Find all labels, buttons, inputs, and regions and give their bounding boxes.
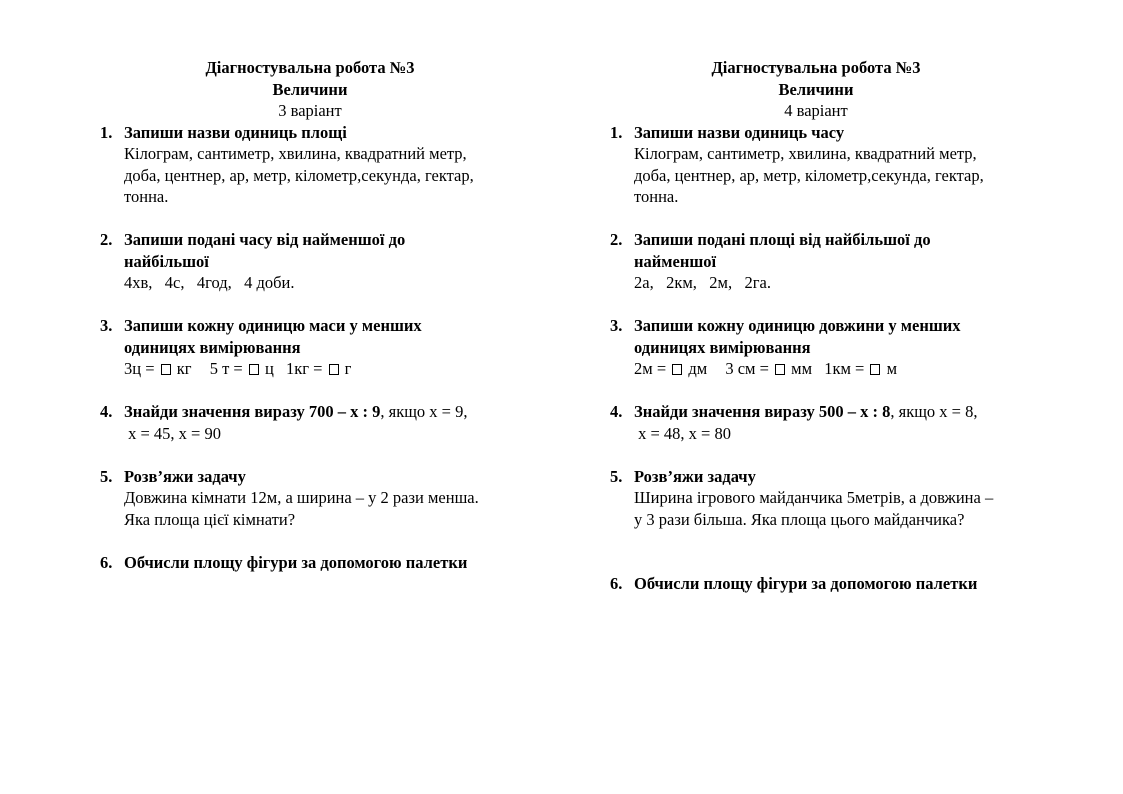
conversion-unit: ц (264, 359, 274, 378)
task-number: 6. (610, 574, 623, 593)
conversion-lhs: 1км = (824, 359, 865, 378)
task-text-line: Довжина кімнати 12м, а ширина – у 2 рази менша. (124, 488, 479, 507)
worksheet-title: Діагностувальна робота №3 (205, 58, 415, 77)
task-question: Запиши кожну одиницю маси у менших (124, 316, 422, 335)
task-question-cont: одиницях вимірювання (634, 337, 811, 357)
worksheet-subtitle: Величини (272, 79, 348, 99)
conversion-line (634, 358, 1050, 380)
answer-box-icon (672, 364, 682, 375)
task-question: Знайди значення виразу 700 – х : 9 (124, 402, 381, 421)
worksheet-title: Діагностувальна робота №3 (711, 58, 921, 77)
worksheet-subtitle: Величини (778, 79, 854, 99)
task-number: 1. (100, 122, 113, 142)
task-number: 4. (610, 402, 623, 421)
variant-label: 4 варіант (784, 101, 848, 120)
task-text-line: тонна. (124, 187, 169, 206)
task-condition-cont: х = 48, х = 80 (634, 423, 731, 443)
conversion-unit: кг (176, 359, 192, 378)
task-3 (100, 315, 530, 380)
conversion-lhs: 3ц = (124, 359, 155, 378)
task-question: Обчисли площу фігури за допомогою палетки (124, 552, 468, 572)
task-3 (610, 315, 1050, 380)
worksheet-variant-3 (100, 57, 530, 573)
conversion-unit: м (886, 359, 898, 378)
answer-box-icon (329, 364, 339, 375)
task-text-line: Яка площа цієї кімнати? (124, 509, 296, 529)
conversion-unit: г (344, 359, 352, 378)
task-question-line (634, 401, 1050, 423)
task-question: Розв’яжи задачу (634, 466, 756, 486)
task-2 (100, 229, 530, 294)
task-text-line: Ширина ігрового майданчика 5метрів, а довжина – (634, 488, 994, 507)
conversion-unit: дм (688, 359, 708, 378)
task-number: 2. (610, 230, 623, 249)
task-question-cont: найменшої (634, 251, 717, 271)
task-2 (610, 229, 1050, 294)
task-text-line: доба, центнер, ар, метр, кілометр,секунда, гектар, (634, 165, 984, 185)
task-4 (610, 401, 1050, 444)
task-question-cont: одиницях вимірювання (124, 337, 301, 357)
conversion-line (124, 358, 530, 380)
task-question: Запиши подані часу від найменшої до (124, 230, 406, 249)
task-question: Знайди значення виразу 500 – х : 8 (634, 402, 891, 421)
task-6 (610, 573, 1050, 595)
task-number: 3. (610, 316, 623, 335)
task-question-cont: найбільшої (124, 251, 209, 271)
task-condition-cont: х = 45, х = 90 (124, 423, 221, 443)
conversion-lhs: 2м = (634, 359, 667, 378)
task-6 (100, 552, 530, 574)
task-text-line: тонна. (634, 187, 679, 206)
answer-box-icon (870, 364, 880, 375)
answer-box-icon (249, 364, 259, 375)
task-question: Розв’яжи задачу (124, 466, 246, 486)
task-number: 5. (610, 466, 623, 486)
conversion-lhs: 5 т = (209, 359, 243, 378)
task-number: 5. (100, 466, 113, 486)
task-question: Запиши назви одиниць часу (634, 122, 845, 142)
task-question: Запиши подані площі від найбільшої до (634, 230, 931, 249)
task-text-line: доба, центнер, ар, метр, кілометр,секунда, гектар, (124, 165, 474, 185)
task-question: Обчисли площу фігури за допомогою палетки (634, 574, 978, 593)
conversion-unit: мм (791, 359, 813, 378)
task-5 (610, 466, 1050, 531)
task-number: 4. (100, 402, 113, 421)
variant-label: 3 варіант (278, 101, 342, 120)
task-question: Запиши назви одиниць площі (124, 122, 347, 142)
answer-box-icon (775, 364, 785, 375)
task-1 (100, 122, 530, 208)
task-question: Запиши кожну одиницю довжини у менших (634, 316, 961, 335)
task-text-line: у 3 рази більша. Яка площа цього майданчика? (634, 509, 965, 529)
task-number: 2. (100, 230, 113, 249)
task-1 (610, 122, 1050, 208)
task-condition: , якщо х = 9, (380, 402, 468, 421)
task-text-line: Кілограм, сантиметр, хвилина, квадратний метр, (124, 144, 467, 163)
task-number: 6. (100, 552, 113, 572)
conversion-lhs: 1кг = (285, 359, 323, 378)
task-text-line: Кілограм, сантиметр, хвилина, квадратний метр, (634, 144, 977, 163)
task-4 (100, 401, 530, 444)
conversion-lhs: 3 см = (725, 359, 769, 378)
task-condition: , якщо х = 8, (890, 402, 978, 421)
task-number: 1. (610, 122, 623, 142)
task-values: 4хв, 4с, 4год, 4 доби. (124, 273, 295, 292)
task-5 (100, 466, 530, 531)
task-number: 3. (100, 316, 113, 335)
task-question-line (124, 401, 530, 423)
worksheet-variant-4 (610, 57, 1050, 595)
answer-box-icon (161, 364, 171, 375)
task-values: 2а, 2км, 2м, 2га. (634, 273, 771, 292)
